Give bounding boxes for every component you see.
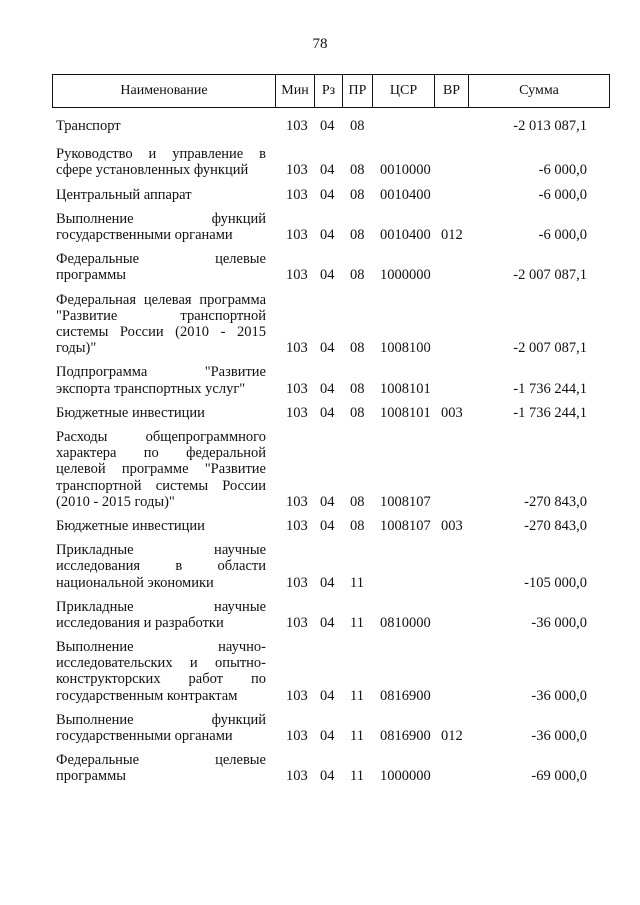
row-csr: 0816900 [380,687,431,704]
row-name-line: государственными органами [56,226,233,243]
row-min: 103 [286,404,308,421]
row-name-line: сфере установленных функций [56,162,249,179]
row-csr: 0810000 [380,614,431,631]
row-pr: 08 [350,404,365,421]
row-sum: -270 843,0 [524,517,587,534]
row-name-line: Бюджетные инвестиции [56,517,205,534]
row-csr: 1008101 [380,380,431,397]
row-vr: 003 [441,404,463,421]
row-min: 103 [286,574,308,591]
table-row [0,429,640,510]
table-row [0,405,640,421]
row-csr: 0010400 [380,186,431,203]
table-row [0,211,640,243]
row-sum: -36 000,0 [531,614,587,631]
row-csr: 0816900 [380,728,431,745]
budget-table-body [0,110,640,785]
row-min: 103 [286,117,308,134]
row-name-line: национальной экономики [56,574,214,591]
column-header-min: Мин [275,75,314,107]
table-row [0,292,640,357]
column-header-name: Наименование [120,83,208,98]
row-pr: 08 [350,162,365,179]
table-row [0,752,640,784]
table-row [0,599,640,631]
row-rz: 04 [320,404,335,421]
table-row [0,146,640,178]
row-sum: -105 000,0 [524,574,587,591]
row-min: 103 [286,226,308,243]
row-name-line: Подпрограмма "Развитие [56,364,266,381]
row-name [56,364,266,396]
row-pr: 08 [350,226,365,243]
table-row [0,712,640,744]
table-row [0,542,640,591]
row-name-line: программы [56,768,126,785]
row-rz: 04 [320,493,335,510]
row-sum: -36 000,0 [531,687,587,704]
row-min: 103 [286,687,308,704]
row-name [56,518,266,534]
row-name [56,639,266,704]
row-name [56,187,266,203]
row-min: 103 [286,728,308,745]
row-name-line: системы России (2010 - 2015 [56,323,266,340]
row-rz: 04 [320,728,335,745]
row-name [56,599,266,631]
row-csr: 1008107 [380,517,431,534]
table-row [0,364,640,396]
row-name-line: Транспорт [56,117,121,134]
row-rz: 04 [320,768,335,785]
column-header-csr: ЦСР [372,75,434,107]
row-min: 103 [286,340,308,357]
row-pr: 08 [350,186,365,203]
row-name [56,712,266,744]
row-name-line: исследования и разработки [56,614,224,631]
row-name-line: конструкторских работ по [56,671,266,688]
row-name-line: программы [56,267,126,284]
row-sum: -2 013 087,1 [513,117,587,134]
row-name-line: экспорта транспортных услуг" [56,380,246,397]
row-name-line: Выполнение научно- [56,639,266,656]
row-min: 103 [286,517,308,534]
row-min: 103 [286,380,308,397]
page-number: 78 [312,36,328,52]
table-row [0,639,640,704]
row-rz: 04 [320,380,335,397]
row-pr: 08 [350,493,365,510]
row-csr: 1008101 [380,404,431,421]
column-header-pr: ПР [342,75,372,107]
row-sum: -2 007 087,1 [513,267,587,284]
row-rz: 04 [320,117,335,134]
row-csr: 1008107 [380,493,431,510]
row-csr: 1000000 [380,267,431,284]
row-sum: -270 843,0 [524,493,587,510]
row-name [56,211,266,243]
row-name-line: Федеральные целевые [56,251,266,268]
row-rz: 04 [320,574,335,591]
row-sum: -6 000,0 [538,226,587,243]
row-name-line: Расходы общепрограммного [56,428,266,445]
row-sum: -6 000,0 [538,186,587,203]
column-header-rz: Рз [314,75,342,107]
row-pr: 11 [350,687,364,704]
row-name-line: государственным контрактам [56,687,238,704]
row-pr: 11 [350,574,364,591]
row-csr: 0010400 [380,226,431,243]
row-name-line: Выполнение функций [56,210,266,227]
row-name-line: транспортной системы России [56,477,266,494]
row-name-line: исследовательских и опытно- [56,655,266,672]
column-header-vr: ВР [434,75,468,107]
row-name-line: годы)" [56,340,97,357]
row-name [56,429,266,510]
row-rz: 04 [320,226,335,243]
row-sum: -36 000,0 [531,728,587,745]
row-name-line: целевой программе "Развитие [56,461,266,478]
row-sum: -6 000,0 [538,162,587,179]
row-csr: 1000000 [380,768,431,785]
row-name [56,118,266,134]
row-min: 103 [286,186,308,203]
table-row [0,518,640,534]
table-row [0,118,640,134]
row-name [56,405,266,421]
row-name-line: характера по федеральной [56,445,266,462]
row-name-line: (2010 - 2015 годы)" [56,493,175,510]
column-header-sum: Сумма [468,75,609,107]
row-min: 103 [286,267,308,284]
row-min: 103 [286,614,308,631]
row-pr: 08 [350,340,365,357]
row-vr: 012 [441,728,463,745]
row-name-line: Федеральная целевая программа [56,291,266,308]
row-sum: -2 007 087,1 [513,340,587,357]
row-name-line: государственными органами [56,728,233,745]
row-name-line: Центральный аппарат [56,186,192,203]
row-rz: 04 [320,340,335,357]
table-header [52,74,610,108]
row-name [56,292,266,357]
row-name-line: Руководство и управление в [56,146,266,163]
row-min: 103 [286,493,308,510]
row-pr: 11 [350,614,364,631]
row-name-line: Выполнение функций [56,711,266,728]
table-row [0,187,640,203]
row-rz: 04 [320,186,335,203]
row-rz: 04 [320,687,335,704]
row-csr: 0010000 [380,162,431,179]
row-name [56,251,266,283]
row-sum: -1 736 244,1 [513,380,587,397]
row-name-line: Прикладные научные [56,598,266,615]
row-csr: 1008100 [380,340,431,357]
row-vr: 003 [441,517,463,534]
row-min: 103 [286,162,308,179]
row-name [56,146,266,178]
row-name-line: Федеральные целевые [56,752,266,769]
row-name [56,752,266,784]
row-name-line: Бюджетные инвестиции [56,404,205,421]
row-min: 103 [286,768,308,785]
row-rz: 04 [320,517,335,534]
row-sum: -1 736 244,1 [513,404,587,421]
row-name-line: "Развитие транспортной [56,307,266,324]
row-name-line: исследования в области [56,558,266,575]
row-pr: 08 [350,517,365,534]
row-vr: 012 [441,226,463,243]
row-sum: -69 000,0 [531,768,587,785]
row-pr: 11 [350,728,364,745]
row-pr: 08 [350,117,365,134]
row-rz: 04 [320,162,335,179]
row-rz: 04 [320,614,335,631]
row-pr: 08 [350,267,365,284]
row-name [56,542,266,591]
table-row [0,251,640,283]
row-pr: 08 [350,380,365,397]
row-rz: 04 [320,267,335,284]
row-name-line: Прикладные научные [56,542,266,559]
row-pr: 11 [350,768,364,785]
